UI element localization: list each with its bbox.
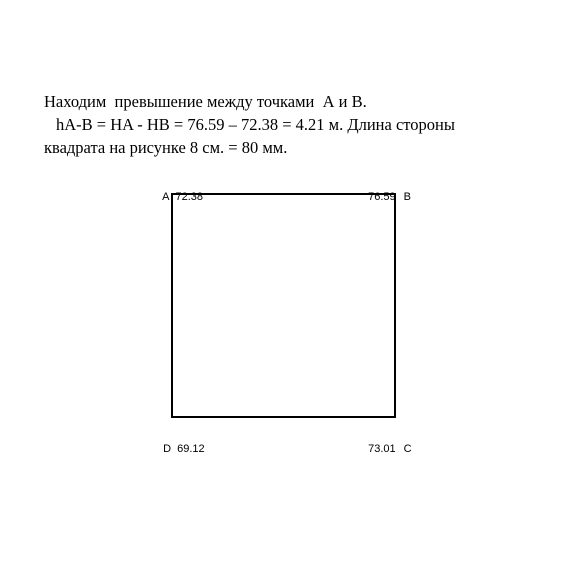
- corner-b-letter: В: [403, 191, 411, 203]
- corner-c-label: [362, 430, 412, 456]
- square-figure: [171, 193, 396, 418]
- corner-c-elevation: 73.01: [368, 443, 396, 455]
- corner-a-letter: А: [162, 191, 170, 203]
- corner-c-letter: С: [403, 443, 412, 455]
- corner-d-letter: D: [163, 443, 172, 455]
- corner-b-label: [362, 178, 411, 204]
- text-line-3: квадрата на рисунке 8 см. = 80 мм.: [44, 138, 288, 157]
- text-line-1: Находим превышение между точками А и В.: [44, 92, 367, 111]
- corner-b-elevation: 76.59: [368, 191, 396, 203]
- corner-a-elevation: 72.38: [175, 191, 203, 203]
- problem-text: [44, 90, 544, 159]
- corner-d-label: [157, 430, 205, 456]
- corner-d-elevation: 69.12: [177, 443, 205, 455]
- text-line-2: hA-B = HA - HB = 76.59 – 72.38 = 4.21 м. Длина стороны: [56, 115, 455, 134]
- corner-a-label: [156, 178, 203, 204]
